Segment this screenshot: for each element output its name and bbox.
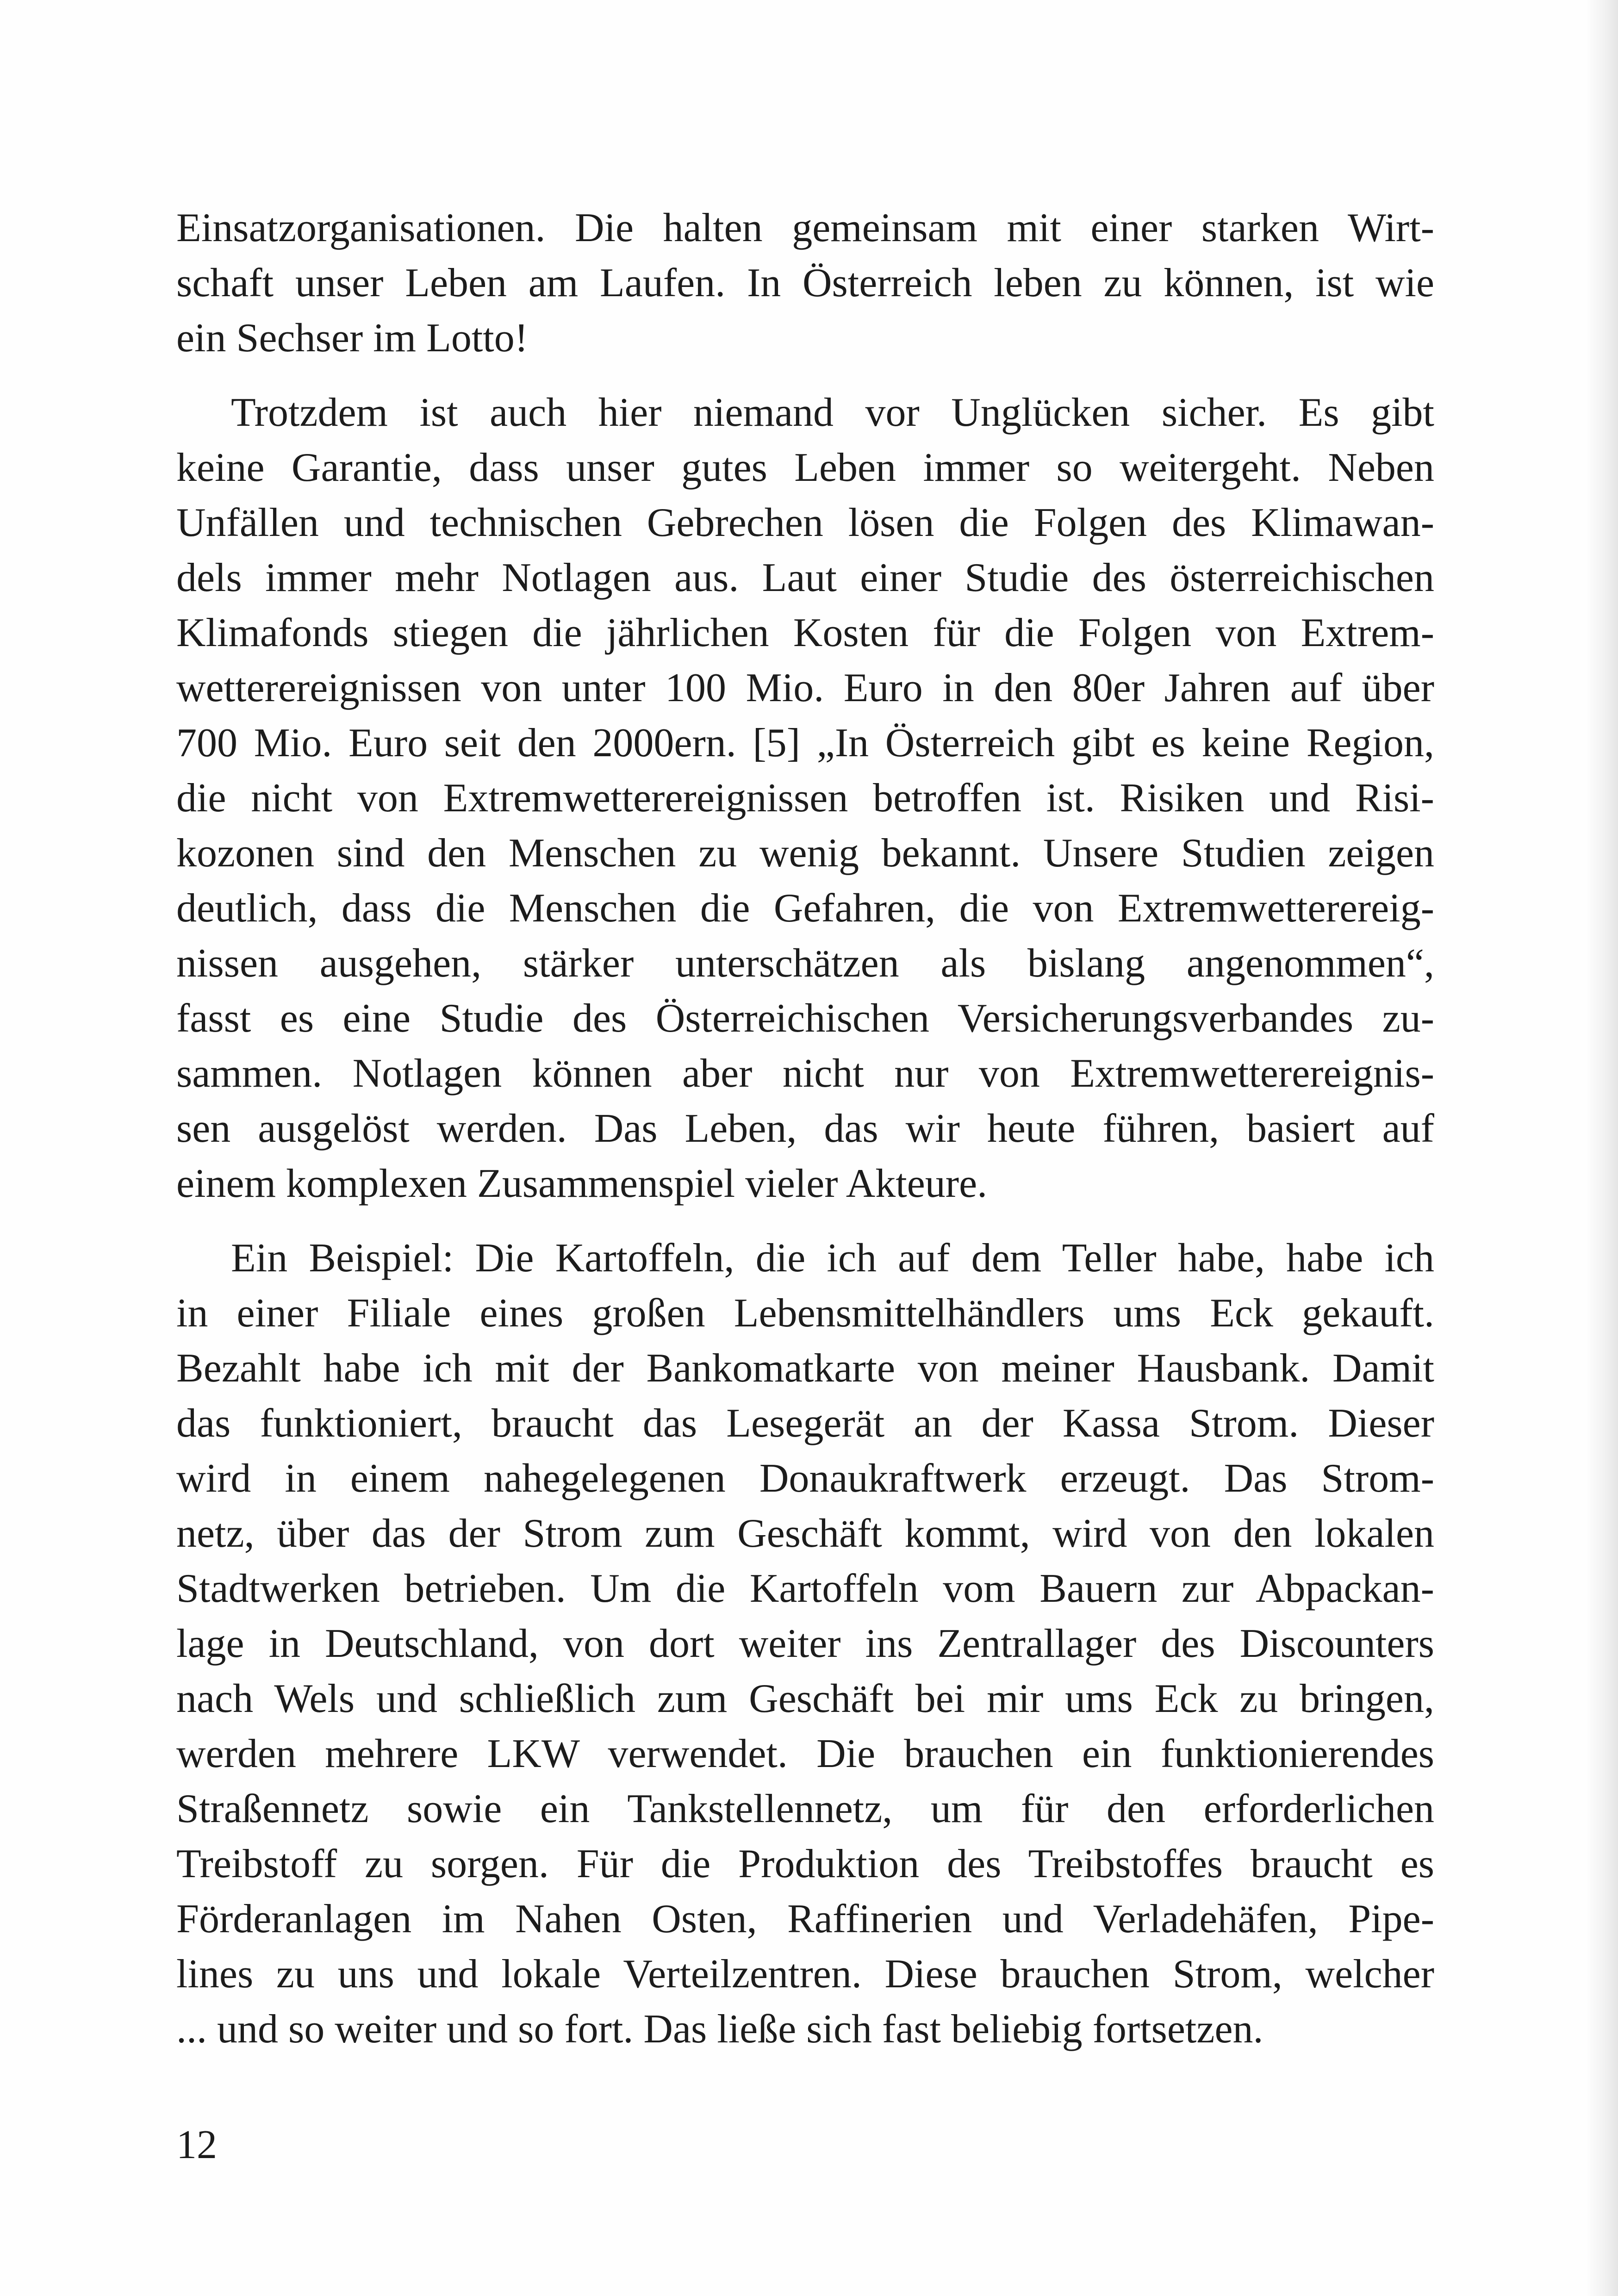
text-line: Stadtwerken betrieben. Um die Kartoffeln vom Bauern zur Abpackan- <box>176 1566 1434 1611</box>
text-line: keine Garantie, dass unser gutes Leben immer so weitergeht. Neben <box>176 445 1434 490</box>
text-line: schaft unser Leben am Laufen. In Österreich leben zu können, ist wie <box>176 261 1434 305</box>
text-line: fasst es eine Studie des Österreichischen Versicherungsverbandes zu- <box>176 996 1434 1041</box>
text-line: lage in Deutschland, von dort weiter ins Zentrallager des Discounters <box>176 1621 1434 1666</box>
text-line: netz, über das der Strom zum Geschäft kommt, wird von den lokalen <box>176 1511 1434 1556</box>
text-line: ... und so weiter und so fort. Das ließe sich fast beliebig fortsetzen. <box>176 2007 1263 2052</box>
text-line: Klimafonds stiegen die jährlichen Kosten für die Folgen von Extrem- <box>176 610 1434 655</box>
text-line: Treibstoff zu sorgen. Für die Produktion des Treibstoffes braucht es <box>176 1842 1434 1886</box>
text-line: deutlich, dass die Menschen die Gefahren, die von Extremwetterereig- <box>176 886 1434 931</box>
text-line: 700 Mio. Euro seit den 2000ern. [5] „In Österreich gibt es keine Region, <box>176 721 1434 765</box>
text-line: dels immer mehr Notlagen aus. Laut einer Studie des österreichischen <box>176 555 1434 600</box>
page-edge-shadow <box>1586 0 1618 2296</box>
text-line: in einer Filiale eines großen Lebensmittelhändlers ums Eck gekauft. <box>176 1291 1434 1336</box>
text-line: das funktioniert, braucht das Lesegerät an der Kassa Strom. Dieser <box>176 1401 1434 1446</box>
text-line: werden mehrere LKW verwendet. Die brauchen ein funktionierendes <box>176 1731 1434 1776</box>
paragraph-2 <box>176 385 1434 1211</box>
text-line: wetterereignissen von unter 100 Mio. Euro in den 80er Jahren auf über <box>176 666 1434 710</box>
text-line: kozonen sind den Menschen zu wenig bekannt. Unsere Studien zeigen <box>176 831 1434 876</box>
page-number: 12 <box>176 2122 217 2167</box>
text-line: Ein Beispiel: Die Kartoffeln, die ich auf dem Teller habe, habe ich <box>231 1236 1434 1281</box>
text-line: Straßennetz sowie ein Tankstellennetz, um für den erforderlichen <box>176 1786 1434 1831</box>
text-line: ein Sechser im Lotto! <box>176 316 529 361</box>
paragraph-1 <box>176 200 1434 366</box>
text-line: Einsatzorganisationen. Die halten gemeinsam mit einer starken Wirt- <box>176 205 1434 250</box>
text-line: nach Wels und schließlich zum Geschäft bei mir ums Eck zu bringen, <box>176 1676 1434 1721</box>
body-text <box>176 200 1434 2057</box>
text-line: nissen ausgehen, stärker unterschätzen als bislang angenommen“, <box>176 941 1434 986</box>
text-line: lines zu uns und lokale Verteilzentren. Diese brauchen Strom, welcher <box>176 1952 1434 1997</box>
text-line: die nicht von Extremwetterereignissen betroffen ist. Risiken und Risi- <box>176 776 1434 821</box>
paragraph-3 <box>176 1231 1434 2057</box>
text-line: Unfällen und technischen Gebrechen lösen die Folgen des Klimawan- <box>176 500 1434 545</box>
text-line: wird in einem nahegelegenen Donaukraftwerk erzeugt. Das Strom- <box>176 1456 1434 1501</box>
text-line: Bezahlt habe ich mit der Bankomatkarte von meiner Hausbank. Damit <box>176 1346 1434 1391</box>
text-line: sen ausgelöst werden. Das Leben, das wir heute führen, basiert auf <box>176 1106 1434 1151</box>
text-line: sammen. Notlagen können aber nicht nur von Extremwetterereignis- <box>176 1051 1434 1096</box>
text-line: einem komplexen Zusammenspiel vieler Akteure. <box>176 1161 988 1206</box>
text-line: Förderanlagen im Nahen Osten, Raffinerien und Verladehäfen, Pipe- <box>176 1897 1434 1941</box>
text-line: Trotzdem ist auch hier niemand vor Unglücken sicher. Es gibt <box>231 390 1434 435</box>
